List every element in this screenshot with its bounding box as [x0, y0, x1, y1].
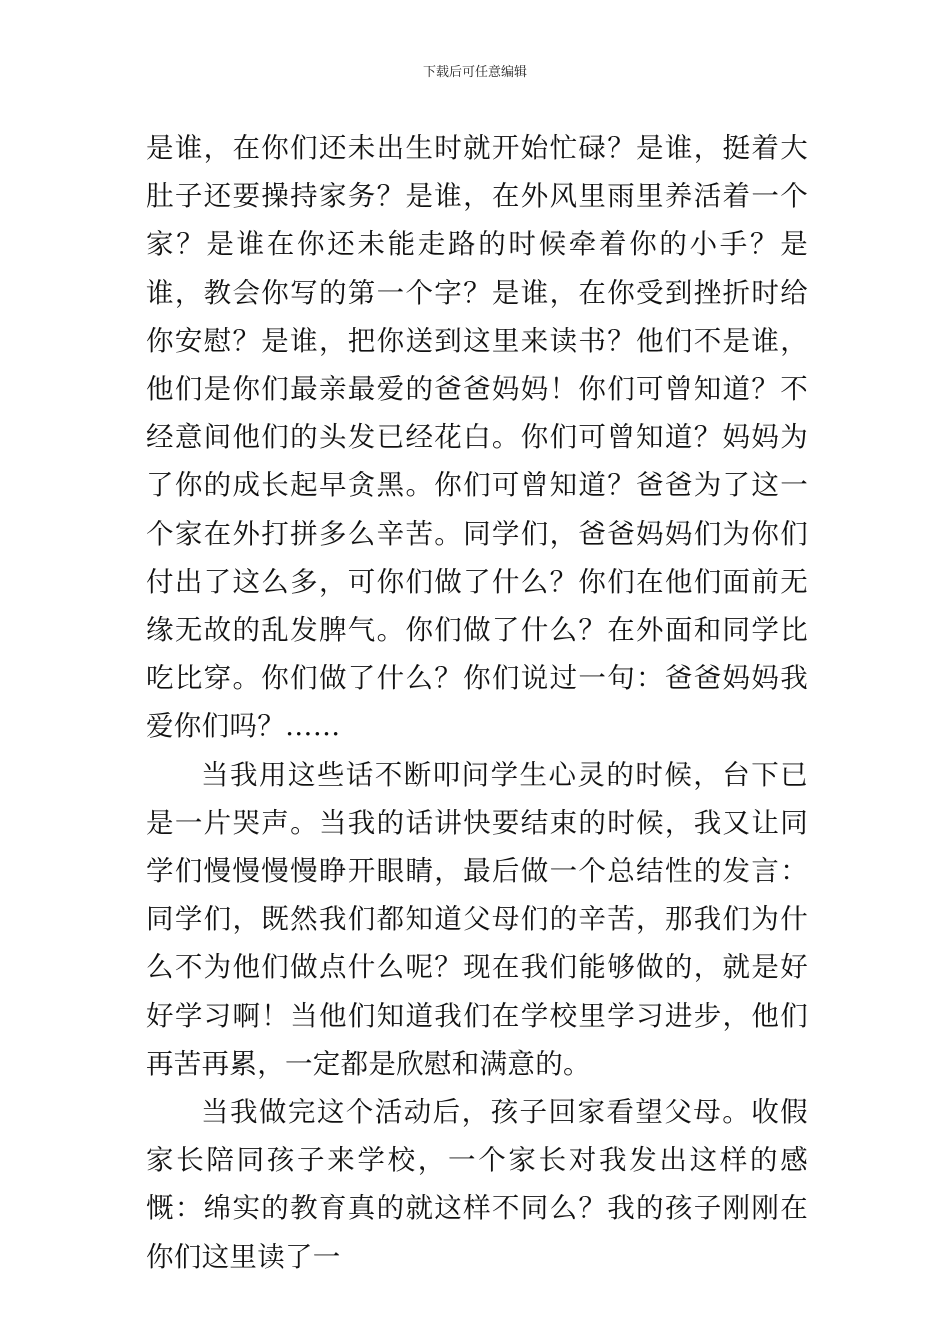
- page-header-note: 下载后可任意编辑: [422, 65, 527, 80]
- paragraph-1: 是谁，在你们还未出生时就开始忙碌？是谁，挺着大肚子还要操持家务？是谁，在外风里雨里养活着一个家？是谁在你还未能走路的时候牵着你的小手？是谁，教会你写的第一个字？是谁，在你受到挫折时给你安慰？是谁，把你送到这里来读书？他们不是谁，他们是你们最亲最爱的爸爸妈妈！你们可曾知道？不经意间他们的头发已经花白。你们可曾知道？妈妈为了你的成长起早贪黑。你们可曾知道？爸爸为了这一个家在外打拼多么辛苦。同学们，爸爸妈妈们为你们付出了这么多，可你们做了什么？你们在他们面前无缘无故的乱发脾气。你们做了什么？在外面和同学比吃比穿。你们做了什么？你们说过一句：爸爸妈妈我爱你们吗？……: [146, 132, 808, 743]
- document-body: [146, 124, 808, 1281]
- paragraph-2: 当我用这些话不断叩问学生心灵的时候，台下已是一片哭声。当我的话讲快要结束的时候，我又让同学们慢慢慢慢睁开眼睛，最后做一个总结性的发言：同学们，既然我们都知道父母们的辛苦，那我们为什么不为他们做点什么呢？现在我们能够做的，就是好好学习啊！当他们知道我们在学校里学习进步，他们再苦再累，一定都是欣慰和满意的。: [146, 758, 808, 1080]
- paragraph-3: 当我做完这个活动后，孩子回家看望父母。收假家长陪同孩子来学校，一个家长对我发出这样的感慨：绵实的教育真的就这样不同么？我的孩子刚刚在你们这里读了一: [146, 1096, 808, 1273]
